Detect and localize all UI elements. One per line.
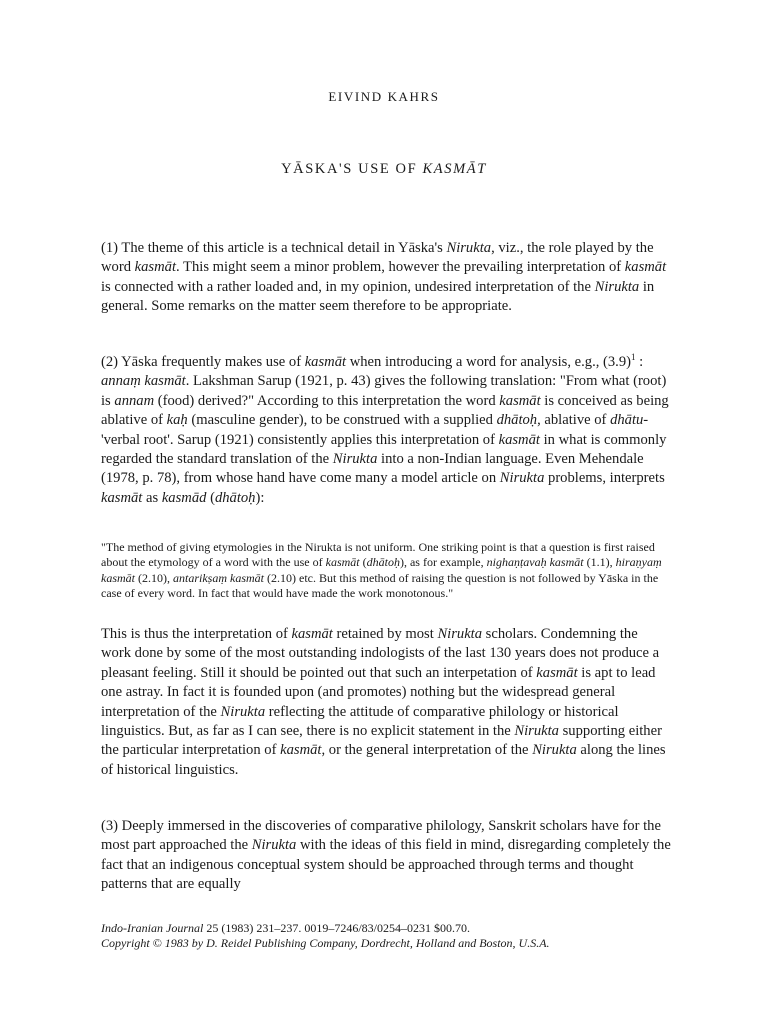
text-run: scholars. Condemning the work done by some of the most outstanding indologists of the last 130 years does not produce a pleasant feeling. Still it should be pointed out that such an interpetation of: [101, 626, 660, 681]
text-run: (2.10) etc. But this method of raising the question is not followed by Yāska in the case of every word. In fact that would have made the work monotonous.": [101, 570, 659, 601]
italic-run: Nirukta: [499, 470, 545, 487]
title-prefix: YĀSKA'S USE OF: [281, 161, 418, 177]
paragraph-2: [101, 353, 671, 508]
text-run: , or the general interpretation of the: [321, 742, 533, 759]
text-run: . This might seem a minor problem, however the prevailing interpretation of: [176, 259, 625, 276]
copyright-line: Copyright © 1983 by D. Reidel Publishing Company, Dordrecht, Holland and Boston, U.S.A.: [101, 936, 550, 950]
italic-run: kasmāt: [304, 354, 347, 370]
journal-volume: 25: [206, 921, 219, 935]
italic-run: dhātoḥ: [366, 555, 400, 570]
italic-run: dhātoḥ: [214, 489, 256, 506]
text-run: (: [359, 555, 367, 570]
title-word: KASMĀT: [422, 161, 487, 177]
text-run: This is thus the interpretation of: [101, 626, 292, 642]
italic-run: Nirukta: [332, 451, 378, 468]
text-run: in what is commonly regarded the standard translation of the: [101, 431, 667, 468]
text-run: problems, interprets: [544, 470, 665, 487]
italic-run: hiraṇyaṃ kasmāt: [101, 555, 662, 585]
text-run: ), as for example,: [399, 555, 487, 570]
text-run: 'verbal root'. Sarup (1921) consistently applies this interpretation of: [101, 431, 499, 448]
italic-run: nighaṇṭavaḥ kasmāt: [486, 555, 584, 570]
italic-run: kasmāt: [291, 626, 333, 642]
text-run: (2.10),: [135, 570, 173, 585]
text-run: reflecting the attitude of comparative philology or historical linguistics. But, as far as I can see, there is no explicit statement in the: [101, 703, 619, 740]
text-run: (3) Deeply immersed in the discoveries of comparative philology, Sanskrit scholars have for the most part approached the: [101, 818, 661, 854]
italic-run: dhātoḥ: [496, 412, 538, 429]
italic-run: kasmāt: [101, 489, 143, 506]
paragraph-4: [101, 817, 671, 895]
italic-run: kasmāt: [499, 392, 541, 409]
text-run: along the lines of historical linguistics.: [101, 742, 666, 778]
citation-details: (1983) 231–237. 0019–7246/83/0254–0231 $00.70.: [218, 921, 470, 935]
italic-run: annam: [114, 392, 155, 409]
text-run: (food) derived?" According to this interpretation the word: [154, 392, 500, 409]
italic-run: kaḥ: [166, 412, 188, 429]
italic-run: annaṃ kasmāt: [101, 373, 186, 390]
text-run: when introducing a word for analysis, e.g., (3.9): [346, 354, 631, 370]
block-quote: [101, 540, 681, 602]
paragraph-3: [101, 625, 671, 780]
italic-run: kasmāt: [624, 259, 667, 276]
italic-run: dhātu-: [610, 412, 649, 429]
text-run: , ablative of: [537, 412, 611, 429]
text-run: with the ideas of this field in mind, disregarding completely the fact that an indigenous conceptual system should be approached through terms and thought patterns that are equally: [101, 837, 671, 893]
text-run: is conceived as being ablative of: [101, 392, 669, 429]
text-run: ):: [255, 489, 265, 506]
italic-run: kasmāt: [325, 555, 360, 570]
italic-run: Nirukta: [446, 240, 492, 256]
article-title: [0, 161, 768, 178]
text-run: :: [635, 354, 644, 370]
text-run: (2) Yāska frequently makes use of: [101, 354, 305, 370]
text-run: in general. Some remarks on the matter seem therefore to be appropriate.: [101, 278, 655, 315]
italic-run: Nirukta: [251, 837, 297, 854]
text-run: (1) The theme of this article is a technical detail in Yāska's: [101, 240, 447, 256]
text-run: , viz., the role played by the word: [101, 240, 654, 276]
italic-run: kasmād: [161, 489, 207, 506]
text-run: . Lakshman Sarup (1921, p. 43) gives the following translation: "From what (root) is: [101, 373, 667, 409]
text-run: as: [142, 489, 162, 506]
italic-run: kasmāt: [134, 259, 177, 276]
text-run: (1.1),: [583, 555, 616, 570]
text-run: into a non-Indian language. Even Mehendale (1978, p. 78), from whose hand have come many a model article on: [101, 451, 644, 487]
italic-run: kasmāt: [498, 431, 540, 448]
italic-run: Nirukta: [594, 278, 640, 295]
paragraph-1: [101, 239, 671, 317]
italic-run: kasmāt: [280, 742, 322, 759]
italic-run: Nirukta: [514, 723, 559, 740]
author-name: EIVIND KAHRS: [328, 89, 440, 104]
italic-run: Nirukta: [437, 626, 483, 642]
text-run: is connected with a rather loaded and, in my opinion, undesired interpretation of the: [101, 278, 595, 295]
footnote-marker: 1: [630, 352, 636, 363]
text-run: supporting either the particular interpretation of: [101, 723, 662, 759]
italic-run: Nirukta: [532, 742, 577, 759]
text-run: (masculine gender), to be construed with a supplied: [187, 412, 497, 429]
italic-run: kasmāt: [536, 664, 578, 681]
italic-run: Nirukta: [220, 703, 266, 720]
citation-line: [101, 921, 681, 936]
publication-footer: [101, 921, 681, 951]
journal-name: Indo-Iranian Journal: [101, 921, 204, 935]
text-run: (: [206, 489, 215, 506]
text-run: is apt to lead one astray. In fact it is founded upon (and promotes) nothing but the widespread general interpretation of the: [101, 664, 656, 720]
text-run: "The method of giving etymologies in the Nirukta is not uniform. One striking point is that a question is first raised about the etymology of a word with the use of: [101, 540, 655, 570]
italic-run: antarikṣaṃ kasmāt: [173, 570, 264, 585]
text-run: retained by most: [332, 626, 438, 642]
